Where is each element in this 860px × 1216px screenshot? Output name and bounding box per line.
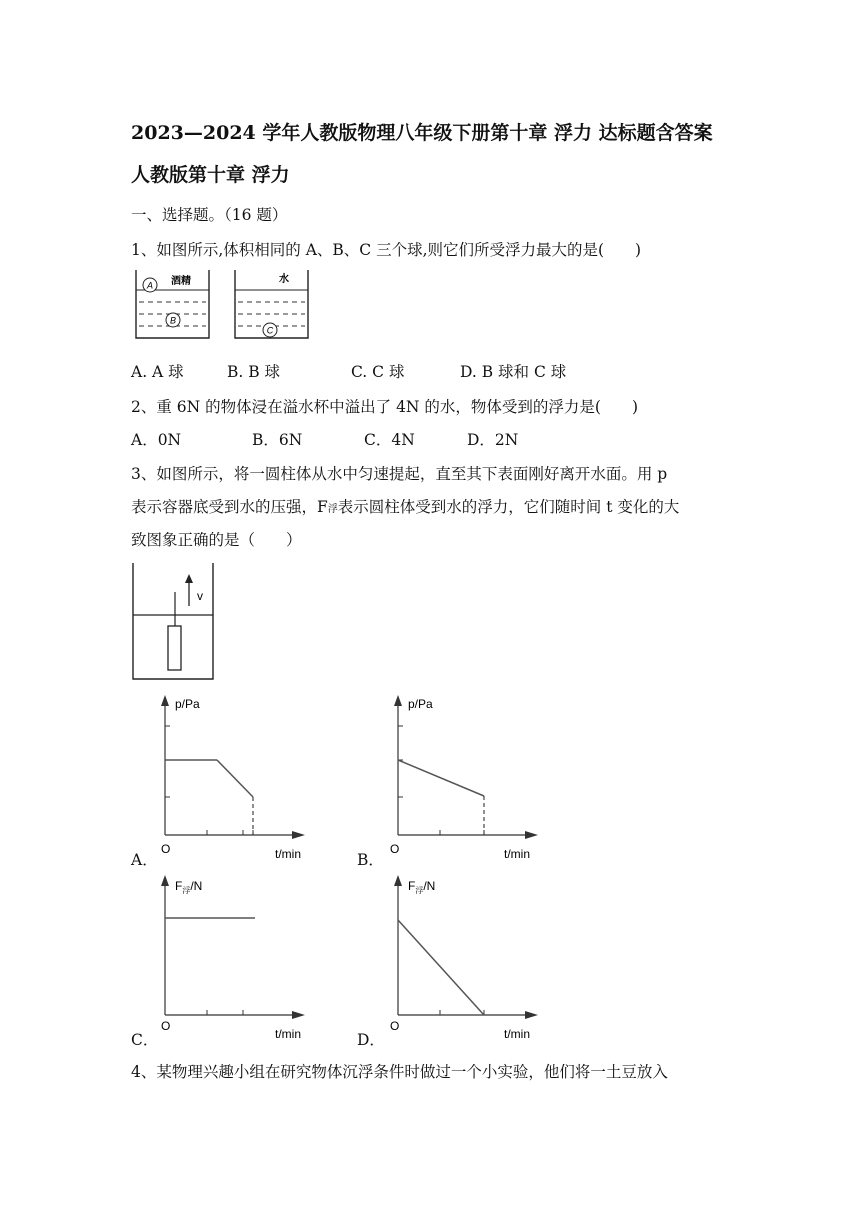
q2-option-a: A．0N [131, 431, 182, 449]
q2-option-b: B．6N [252, 431, 303, 449]
q1-beakers-figure [131, 268, 321, 343]
graph-a-xlabel: t/min [275, 847, 302, 861]
question-3-line-3: 致图象正确的是（ ） [131, 531, 302, 549]
graph-a-origin: O [161, 842, 171, 856]
graph-c-xlabel: t/min [275, 1027, 302, 1041]
graph-b-line [398, 760, 484, 796]
q1-option-c: C. C 球 [351, 363, 405, 381]
velocity-label: v [197, 589, 203, 603]
graph-b-ylabel: p/Pa [408, 697, 433, 711]
q1-option-a: A. A 球 [131, 363, 184, 381]
graph-a-option: A． [131, 851, 158, 869]
graph-a-ylabel: p/Pa [175, 697, 200, 711]
graph-b-xlabel: t/min [504, 847, 531, 861]
graph-c-ylabel: $F_浮/N$ [175, 879, 203, 895]
ball-a-label: A [146, 280, 154, 291]
graph-b [388, 690, 558, 870]
graph-c-option: C． [131, 1031, 159, 1049]
question-2-text: 2、重 6N 的物体浸在溢水杯中溢出了 4N 的水，物体受到的浮力是( ) [131, 398, 639, 416]
alcohol-beaker [136, 270, 209, 338]
document-title: 2023—2024 学年人教版物理八年级下册第十章 浮力 达标题含答案 [131, 122, 713, 144]
graph-d-xlabel: t/min [504, 1027, 531, 1041]
alcohol-label: 酒精 [171, 276, 191, 287]
ball-b-label: B [169, 315, 177, 326]
graph-a [155, 690, 325, 870]
question-3-line-2: 表示容器底受到水的压强，F浮表示圆柱体受到水的浮力，它们随时间 t 变化的大 [131, 498, 680, 516]
graph-b-option: B． [357, 851, 384, 869]
q2-option-d: D．2N [467, 431, 519, 449]
q2-option-c: C．4N [364, 431, 415, 449]
graph-c-origin: O [161, 1019, 171, 1033]
graph-d-ylabel: $F_浮/N$ [408, 879, 436, 895]
ball-c-label: C [266, 325, 274, 336]
graph-d-line [398, 920, 484, 1015]
graph-c [155, 870, 325, 1050]
cylinder [168, 626, 181, 670]
graph-d-option: D． [357, 1031, 385, 1049]
question-4-text: 4、某物理兴趣小组在研究物体沉浮条件时做过一个小实验，他们将一土豆放入 [131, 1063, 668, 1081]
q3-container-figure [130, 562, 220, 682]
graph-a-line-down [217, 760, 253, 797]
graph-d [388, 870, 558, 1050]
graph-d-origin: O [390, 1019, 400, 1033]
document-subtitle: 人教版第十章 浮力 [131, 164, 290, 186]
water-label: 水 [279, 274, 289, 285]
section-heading: 一、选择题。（16 题） [131, 206, 288, 224]
question-1-text: 1、如图所示,体积相同的 A、B、C 三个球,则它们所受浮力最大的是( ) [131, 241, 642, 259]
q1-option-b: B. B 球 [227, 363, 281, 381]
q1-option-d: D. B 球和 C 球 [460, 363, 567, 381]
question-3-line-1: 3、如图所示，将一圆柱体从水中匀速提起，直至其下表面刚好离开水面。用 p [131, 465, 668, 483]
graph-b-origin: O [390, 842, 400, 856]
water-beaker [235, 270, 308, 338]
